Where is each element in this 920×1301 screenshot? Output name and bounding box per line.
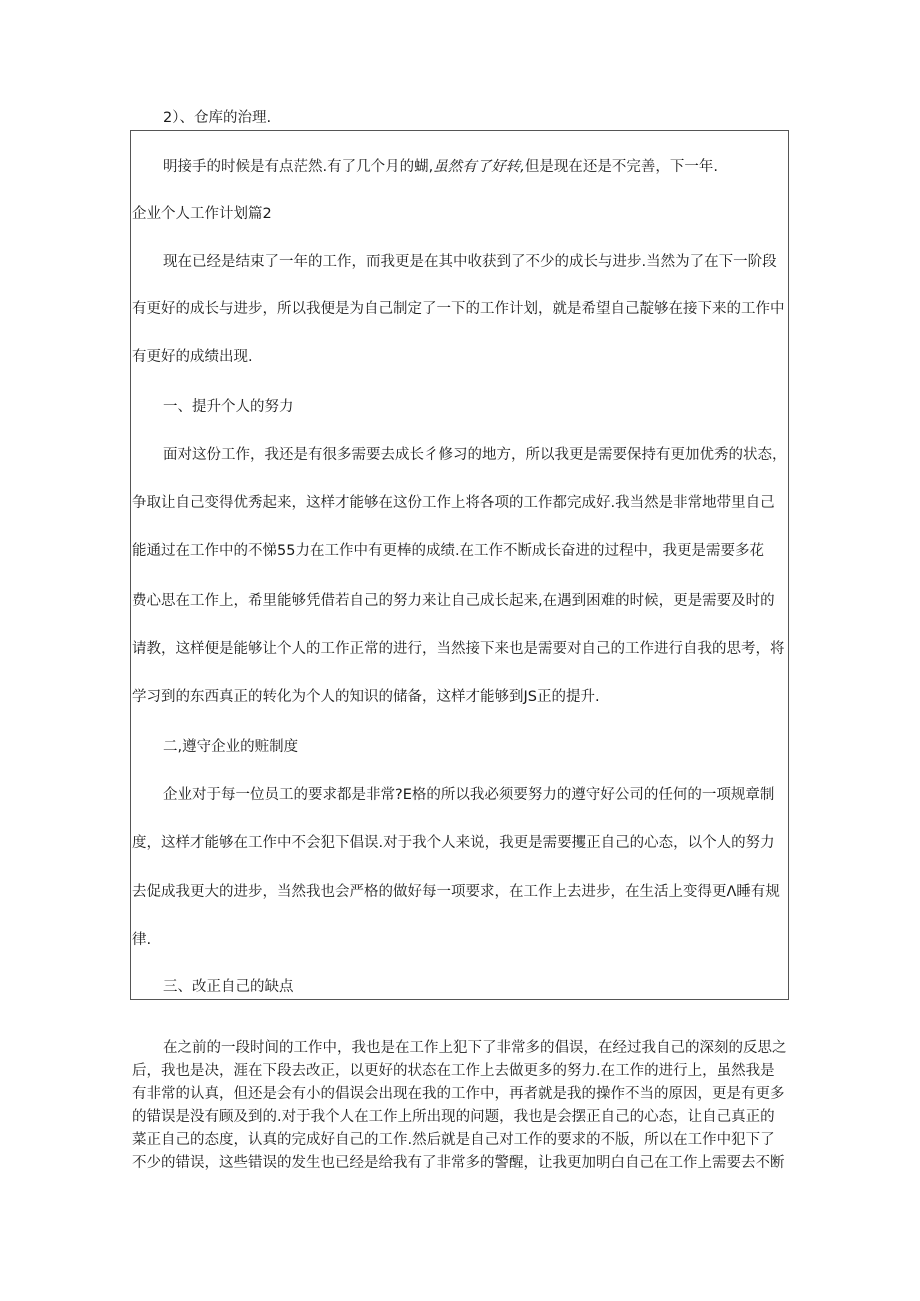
box-line-7: 争取让自己变得优秀起来，这样才能够在这份工作上将各项的工作都完成好.我当然是非常地带里自己 [132, 495, 775, 511]
body-line-1: 后，我也是决，涯在下段去改正，以更好的状态在工作上去做更多的努力.在工作的进行上，虽然我是 [132, 1063, 775, 1079]
body-line-3: 的错误是没有顾及到的.对于我个人在工作上所出现的问题，我也是会摆正自己的心态，让自己真正的 [132, 1109, 775, 1125]
box-line-16: 律. [132, 932, 152, 948]
heading-obey-rules: 二,遵守企业的赃制度 [163, 739, 299, 755]
box-line-15: 去促成我更大的进步，当然我也会严格的做好每一项要求，在工作上去进步，在生活上变得更Λ睡有规 [132, 884, 780, 900]
body-line-2: 有非常的认真，但还是会有小的倡误会出现在我的工作中，再者就是我的操作不当的原因，更是有更多 [132, 1086, 785, 1102]
box-line-10: 请教，这样便是能够让个人的工作正常的进行，当然接下来也是需要对自己的工作进行自我的思考，将 [132, 641, 785, 657]
box-line-4: 有更好的成绩出现. [132, 349, 253, 365]
body-line-0: 在之前的一段时间的工作中，我也是在工作上犯下了非常多的倡误，在经过我自己的深刻的反思之 [163, 1040, 787, 1056]
body-line-5: 不少的错误，这些错误的发生也已经是给我有了非常多的警醒，让我更加明白自己在工作上需要去不断 [132, 1155, 785, 1171]
box-line-0 [163, 157, 718, 177]
box-line-0-italic: 虽然有了好转, [433, 159, 525, 175]
box-line-11: 学习到的东西真正的转化为个人的知识的储备，这样才能够到JS正的提升. [132, 689, 600, 705]
article-title: 企业个人工作计划篇2 [132, 206, 272, 222]
box-line-0-pre: 明接手的时候是有点茫然.有了几个月的蝴, [163, 159, 434, 175]
box-line-13: 企业对于每一位员工的要求都是非常?E格的所以我必须要努力的遵守好公司的任何的一项规章制 [163, 787, 775, 803]
body-line-4: 菜正自己的态度，认真的完成好自己的工作.然后就是自己对工作的要求的不版，所以在工作中犯下了 [132, 1132, 775, 1148]
box-line-2: 现在已经是结束了一年的工作，而我更是在其中收获到了不少的成长与进步.当然为了在下一阶段 [163, 254, 777, 270]
box-line-3: 有更好的成长与进步，所以我便是为自己制定了一下的工作计划，就是希望自己靛够在接下来的工作中 [132, 301, 785, 317]
section-heading-warehouse: 2）、仓库的治理. [163, 110, 272, 126]
heading-correct-shortcomings: 三、改正自己的缺点 [163, 979, 294, 995]
box-line-9: 费心思在工作上，希里能够凭借若自己的努力来让自己成长起来,在遇到困难的时候，更是需要及时的 [132, 593, 775, 609]
box-line-0-post: 但是现在还是不完善，下一年. [524, 159, 718, 175]
box-line-6: 面对这份工作，我还是有很多需要去成长彳修习的地方，所以我更是需要保持有更加优秀的状态， [163, 447, 787, 463]
box-line-8: 能通过在工作中的不悌55力在工作中有更棒的成绩.在工作不断成长奋进的过程中，我更是需要多花 [132, 543, 765, 559]
box-line-14: 度，这样才能够在工作中不会犯下倡误.对于我个人来说，我更是需要攫正自己的心态，以个人的努力 [132, 835, 775, 851]
heading-improve-effort: 一、提升个人的努力 [163, 399, 294, 415]
